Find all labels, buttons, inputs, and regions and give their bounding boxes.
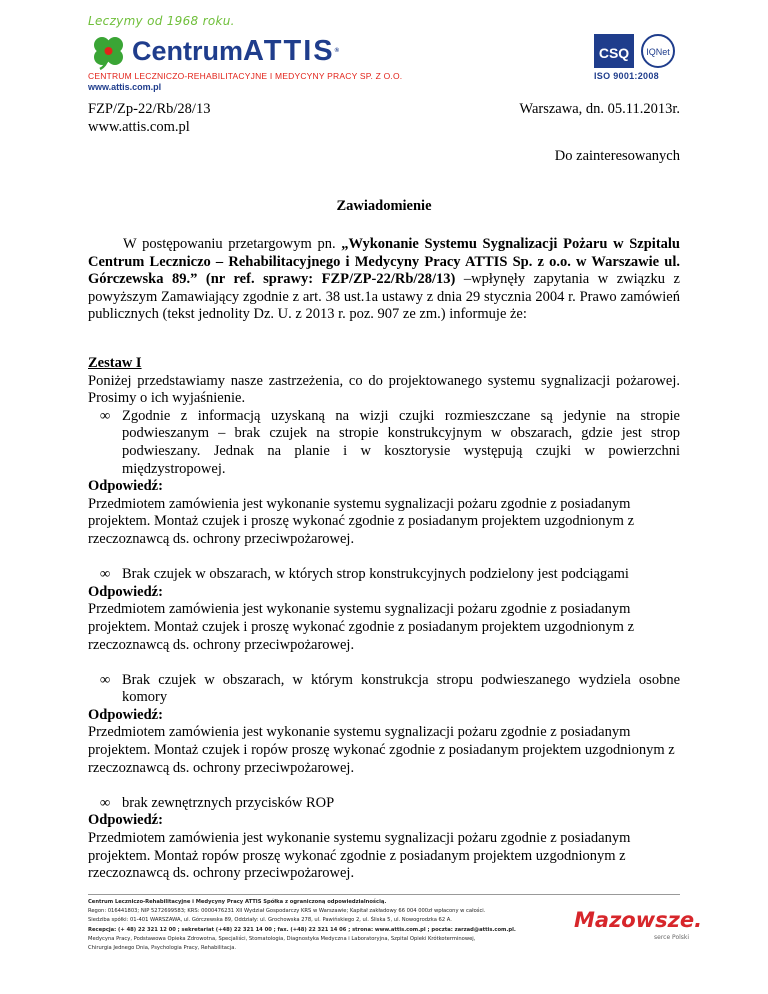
answer-label: Odpowiedź: — [88, 812, 163, 829]
company-fullname: CENTRUM LECZNICZO-REHABILITACYJNE I MEDYCYNY PRACY SP. Z O.O. — [88, 71, 403, 81]
set-title: Zestaw I — [88, 355, 142, 371]
set-intro: Poniżej przedstawiamy nasze zastrzeżenia, co do projektowanego systemu sygnalizacji pożarowej. Prosimy o ich wyjaśnienie. — [88, 372, 680, 407]
footer-divider — [88, 894, 680, 895]
infinity-bullet-icon: ∞ — [99, 407, 111, 424]
clover-logo-icon — [88, 34, 130, 70]
reference-number: FZP/Zp-22/Rb/28/13 — [88, 101, 211, 117]
brand-name-part1: Centrum — [132, 36, 244, 66]
footer-services-cont: Chirurgia Jednego Dnia, Psychologia Pracy, Rehabilitacja. — [88, 945, 237, 952]
addressee: Do zainteresowanych — [554, 148, 680, 164]
mazowsze-logo: Mazowsze. — [574, 908, 703, 932]
reference-website: www.attis.com.pl — [88, 118, 190, 135]
footer-services: Medycyna Pracy, Podstawowa Opieka Zdrowotna, Specjaliści, Stomatologia, Diagnostyka Medyczna i Laboratoryjna, Szpital Opieki Krótkoterminowej, — [88, 935, 476, 942]
company-tagline: Leczymy od 1968 roku. — [88, 14, 235, 28]
infinity-bullet-icon: ∞ — [99, 566, 111, 583]
tender-title: „Wykonanie Systemu Sygnalizacji Pożaru w Szpitalu Centrum Leczniczo – Rehabilitacyjnego i Medycyny Pracy ATTIS Sp. z o.o. w Warszawie ul. Górczewska 89.” (nr ref. sprawy: FZP/ZP-22/Rb/28/13) — [88, 236, 680, 288]
infinity-bullet-icon: ∞ — [99, 671, 111, 688]
letter-body — [88, 355, 680, 883]
question-item — [88, 408, 680, 478]
brand-name-part2: ATTIS — [243, 35, 335, 67]
cert-csq-label: CSQ — [598, 45, 630, 61]
brand-trademark: ® — [334, 48, 340, 54]
document-heading: Zawiadomienie — [336, 198, 432, 214]
header-website: www.attis.com.pl — [88, 82, 162, 92]
question-text: Brak czujek w obszarach, w którym konstrukcja stropu podwieszanego wydziela osobne komory — [122, 671, 680, 706]
question-item — [88, 566, 680, 584]
answer-label: Odpowiedź: — [88, 478, 163, 495]
question-text: Zgodnie z informacją uzyskaną na wizji czujki rozmieszczane są jedynie na stropie podwieszanym – brak czujek na stropie konstrukcyjnym w obszarach, gdzie jest strop podwieszany. Jednak na planie i w kosztorysie występują czujki w powierzchni międzystropowej. — [122, 407, 680, 477]
intro-legal: –wpłynęły zapytania w związku z powyższym Zamawiający zgodnie z art. 38 ust.1a ustawy z dnia 29 stycznia 2004 r. Prawo zamówień publicznych (tekst jednolity Dz. U. z 2013 r. poz. 907 ze zm.) informuje że: — [88, 271, 680, 323]
question-text: Brak czujek w obszarach, w których strop konstrukcyjnych podzielony jest podciągami — [122, 566, 629, 583]
document-reference — [88, 101, 210, 136]
certification-logos-icon — [594, 34, 680, 70]
question-item — [88, 795, 680, 813]
infinity-bullet-icon: ∞ — [99, 794, 111, 811]
footer-company-name: Centrum Leczniczo-Rehabilitacyjne i Medycyny Pracy ATTIS Spółka z ograniczoną odpowiedzialnością. — [88, 899, 387, 905]
cert-iqnet-label: IQNet — [646, 47, 670, 57]
answer-label: Odpowiedź: — [88, 583, 163, 600]
footer-address: Siedziba spółki: 01-401 WARSZAWA, ul. Górczewska 89, Oddziały: ul. Grochowska 278, ul. Pawińskiego 2, ul. Śliska 5, ul. Nowogrodzka 62 A. — [88, 917, 452, 924]
footer-contact: Recepcja: (+ 48) 22 321 12 00 ; sekretariat (+48) 22 321 14 00 ; fax. (+48) 22 321 14 06 ; strona: www.attis.com.pl ; poczta: zarzad@attis.com.pl. — [88, 926, 516, 933]
answer-label: Odpowiedź: — [88, 706, 163, 723]
answer-text: Przedmiotem zamówienia jest wykonanie systemu sygnalizacji pożaru zgodnie z posiadanym projektem. Montaż czujek i proszę wykonać zgodnie z posiadanym projektem uzgodnionym z rzeczoznawcą ds. ochrony przeciwpożarowej. — [88, 601, 635, 653]
intro-paragraph — [88, 236, 680, 324]
iso-certificate: ISO 9001:2008 — [594, 71, 659, 81]
company-brand-logo — [132, 36, 339, 66]
footer-registration: Regon: 016441803; NIP 5272699583; KRS: 0000476231 XII Wydział Gospodarczy KRS w Warszawie; Kapitał zakładowy 66 004 000zł wpłacony w całości. — [88, 908, 486, 915]
footer-company-info — [88, 898, 558, 953]
question-item — [88, 672, 680, 707]
answer-text: Przedmiotem zamówienia jest wykonanie systemu sygnalizacji pożaru zgodnie z posiadanym projektem. Montaż ropów proszę wykonać zgodnie z posiadanym projektem uzgodnionym z rzeczoznawcą ds. ochrony przeciwpożarowej. — [88, 830, 631, 882]
mazowsze-tagline: serce Polski — [654, 934, 690, 941]
answer-text: Przedmiotem zamówienia jest wykonanie systemu sygnalizacji pożaru zgodnie z posiadanym projektem. Montaż czujek i proszę wykonać zgodnie z posiadanym projektem uzgodnionym z rzeczoznawcą ds. ochrony przeciwpożarowej. — [88, 495, 635, 547]
intro-lead: W postępowaniu przetargowym pn. — [123, 236, 342, 252]
letter-date: Warszawa, dn. 05.11.2013r. — [519, 101, 680, 117]
question-text: brak zewnętrznych przycisków ROP — [122, 794, 335, 811]
answer-text: Przedmiotem zamówienia jest wykonanie systemu sygnalizacji pożaru zgodnie z posiadanym projektem. Montaż czujek i ropów proszę wykonać zgodnie z posiadanym projektem uzgodnionym z rzeczoznawcą ds. ochrony przeciwpożarowej. — [88, 724, 675, 776]
